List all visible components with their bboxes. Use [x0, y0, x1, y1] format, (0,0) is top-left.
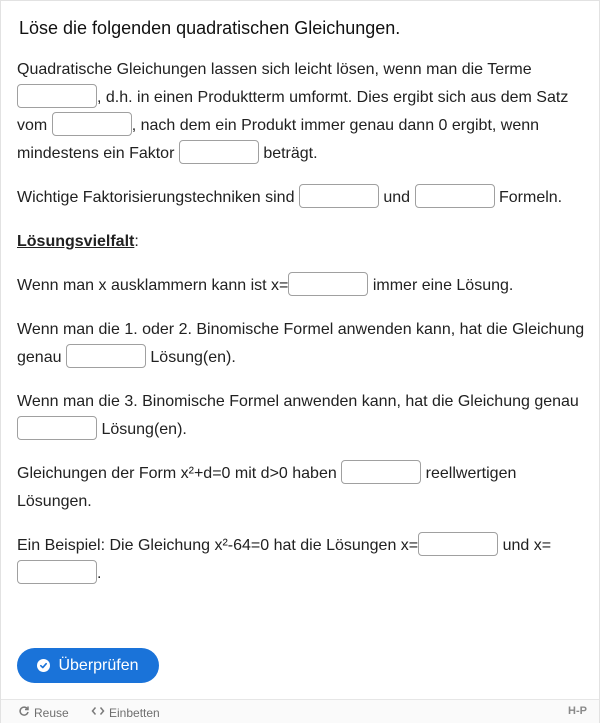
blank-input-3[interactable] — [179, 140, 259, 164]
task-title: Löse die folgenden quadratischen Gleichungen. — [19, 18, 401, 38]
paragraph-5 — [17, 316, 585, 372]
text: beträgt. — [263, 145, 318, 162]
heading-text: Lösungsvielfalt — [17, 233, 135, 250]
reuse-button[interactable] — [18, 705, 69, 720]
text: Quadratische Gleichungen lassen sich leicht lösen, wenn man die Terme — [17, 61, 532, 78]
text: reellwertigen Lösungen. — [17, 465, 517, 510]
text: und x= — [502, 537, 552, 554]
paragraph-8 — [17, 532, 585, 588]
blank-input-5[interactable] — [415, 184, 495, 208]
h5p-logo: H-P — [568, 705, 587, 717]
blank-input-1[interactable] — [17, 84, 97, 108]
text: und — [383, 189, 411, 206]
blank-input-9[interactable] — [341, 460, 421, 484]
text: Wichtige Faktorisierungstechniken sind — [17, 189, 295, 206]
text: Wenn man die 3. Binomische Formel anwenden kann, hat die Gleichung genau — [17, 393, 579, 410]
blank-input-2[interactable] — [52, 112, 132, 136]
blank-input-11[interactable] — [17, 560, 97, 584]
code-icon — [91, 705, 105, 720]
text: Gleichungen der Form x²+d=0 mit d>0 haben — [17, 465, 337, 482]
blank-input-8[interactable] — [17, 416, 97, 440]
text: immer eine Lösung. — [372, 277, 514, 294]
paragraph-2 — [17, 184, 585, 212]
text: Lösung(en). — [101, 421, 187, 438]
text: , nach dem ein Produkt immer genau dann 0 ergibt, wenn mindestens ein Faktor — [17, 117, 540, 162]
text: Lösung(en). — [150, 349, 236, 366]
section-heading — [17, 228, 585, 256]
blank-input-7[interactable] — [66, 344, 146, 368]
reuse-label: Reuse — [34, 705, 69, 720]
blank-input-6[interactable] — [288, 272, 368, 296]
footer-bar — [1, 699, 599, 723]
reuse-icon — [18, 705, 30, 720]
text: . — [97, 565, 102, 582]
text: Formeln. — [498, 189, 563, 206]
blank-input-10[interactable] — [418, 532, 498, 556]
embed-button[interactable] — [91, 705, 160, 720]
embed-label: Einbetten — [109, 705, 160, 720]
text: : — [134, 233, 139, 250]
paragraph-1 — [17, 56, 585, 168]
checkmark-icon — [37, 659, 50, 672]
text: Wenn man die 1. oder 2. Binomische Formel anwenden kann, hat die Gleichung genau — [17, 321, 585, 366]
paragraph-7 — [17, 460, 585, 516]
text: Wenn man x ausklammern kann ist x= — [17, 277, 289, 294]
text: , d.h. in einen Produktterm umformt. Dies ergibt sich aus dem Satz vom — [17, 89, 569, 134]
paragraph-6 — [17, 388, 585, 444]
check-button[interactable] — [17, 648, 159, 683]
text: Ein Beispiel: Die Gleichung x²-64=0 hat die Lösungen x= — [17, 537, 419, 554]
paragraph-4 — [17, 272, 585, 300]
check-button-label: Überprüfen — [58, 656, 139, 674]
blank-input-4[interactable] — [299, 184, 379, 208]
